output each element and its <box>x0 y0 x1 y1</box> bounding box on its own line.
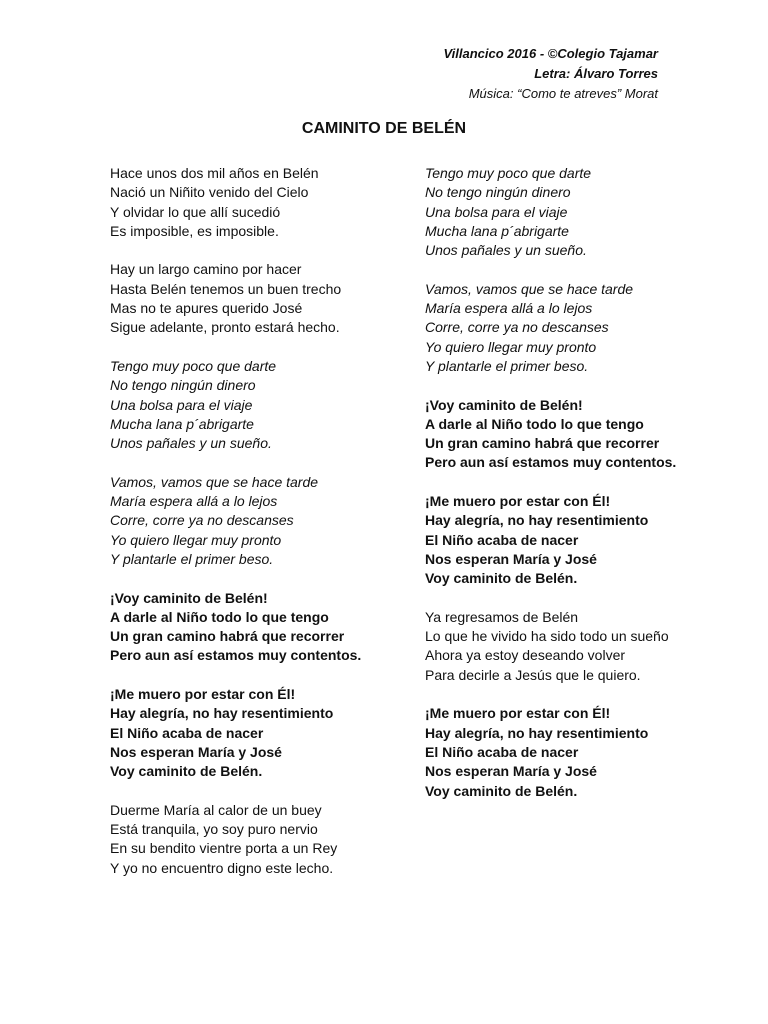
lyric-line: Mas no te apures querido José <box>110 300 303 317</box>
lyric-line: A darle al Niño todo lo que tengo <box>425 415 644 432</box>
stanza <box>110 473 410 569</box>
document-header <box>443 44 658 104</box>
lyric-line: Y plantarle el primer beso. <box>110 550 274 567</box>
lyric-line: Hay alegría, no hay resentimiento <box>425 724 649 741</box>
lyric-line: Corre, corre ya no descanses <box>110 512 294 529</box>
stanza <box>110 685 410 781</box>
lyric-line: Está tranquila, yo soy puro nervio <box>110 821 318 838</box>
lyric-line: Unos pañales y un sueño. <box>110 435 272 452</box>
lyric-line: Voy caminito de Belén. <box>425 570 578 587</box>
lyric-line: El Niño acaba de nacer <box>110 724 264 741</box>
lyric-line: Yo quiero llegar muy pronto <box>425 338 597 355</box>
lyric-line: Nos esperan María y José <box>110 743 282 760</box>
lyric-line: El Niño acaba de nacer <box>425 743 579 760</box>
stanza <box>110 260 410 337</box>
lyric-line: Tengo muy poco que darte <box>425 165 592 181</box>
header-music-credit: Música: “Como te atreves” Morat <box>468 86 658 101</box>
lyric-line: Hay alegría, no hay resentimiento <box>425 512 649 529</box>
lyric-line: ¡Me muero por estar con Él! <box>425 705 611 722</box>
lyric-line: Voy caminito de Belén. <box>110 763 263 780</box>
lyric-line: Lo que he vivido ha sido todo un sueño <box>425 628 669 645</box>
lyric-line: ¡Voy caminito de Belén! <box>110 589 268 606</box>
lyric-line: Nos esperan María y José <box>425 550 597 567</box>
lyric-line: Nació un Niñito venido del Cielo <box>110 184 309 201</box>
stanza <box>425 280 725 376</box>
stanza <box>425 492 725 588</box>
lyric-line: Mucha lana p´abrigarte <box>425 222 569 239</box>
lyric-line: Ya regresamos de Belén <box>425 608 579 625</box>
lyric-line: Tengo muy poco que darte <box>110 357 277 374</box>
lyric-line: Hace unos dos mil años en Belén <box>110 165 319 181</box>
stanza <box>110 801 410 878</box>
lyric-line: Vamos, vamos que se hace tarde <box>425 280 634 297</box>
lyric-line: Para decirle a Jesús que le quiero. <box>425 666 641 683</box>
lyric-line: Sigue adelante, pronto estará hecho. <box>110 319 340 336</box>
lyric-line: Es imposible, es imposible. <box>110 222 279 239</box>
lyric-line: Nos esperan María y José <box>425 763 597 780</box>
lyric-line: Una bolsa para el viaje <box>110 396 253 413</box>
lyric-line: María espera allá a lo lejos <box>110 493 278 510</box>
song-title: CAMINITO DE BELÉN <box>301 120 467 137</box>
lyric-line: Hay un largo camino por hacer <box>110 261 302 278</box>
lyric-line: Y yo no encuentro digno este lecho. <box>110 859 334 876</box>
lyric-line: Y olvidar lo que allí sucedió <box>110 203 281 220</box>
lyric-line: Vamos, vamos que se hace tarde <box>110 473 319 490</box>
stanza <box>110 589 410 666</box>
lyric-line: Mucha lana p´abrigarte <box>110 415 254 432</box>
lyric-line: Hay alegría, no hay resentimiento <box>110 705 334 722</box>
header-lyrics-credit: Letra: Álvaro Torres <box>534 66 658 81</box>
lyric-line: Un gran camino habrá que recorrer <box>110 628 345 645</box>
header-villancico: Villancico 2016 - ©Colegio Tajamar <box>443 46 658 61</box>
stanza <box>425 396 725 473</box>
lyric-line: Corre, corre ya no descanses <box>425 319 609 336</box>
lyric-line: Duerme María al calor de un buey <box>110 801 322 818</box>
lyric-line: En su bendito vientre porta a un Rey <box>110 840 338 857</box>
lyric-line: Una bolsa para el viaje <box>425 203 568 220</box>
lyric-line: ¡Me muero por estar con Él! <box>425 493 611 510</box>
lyric-line: Un gran camino habrá que recorrer <box>425 435 660 452</box>
lyric-line: Ahora ya estoy deseando volver <box>425 647 626 664</box>
stanza <box>425 704 725 800</box>
lyric-line: María espera allá a lo lejos <box>425 300 593 317</box>
lyric-line: No tengo ningún dinero <box>425 184 571 201</box>
lyric-line: ¡Voy caminito de Belén! <box>425 396 583 413</box>
lyric-line: Pero aun así estamos muy contentos. <box>425 454 677 471</box>
lyric-line: No tengo ningún dinero <box>110 377 256 394</box>
lyric-line: A darle al Niño todo lo que tengo <box>110 608 329 625</box>
stanza <box>425 608 725 685</box>
stanza <box>425 164 725 260</box>
lyric-line: Unos pañales y un sueño. <box>425 242 587 259</box>
lyric-line: Yo quiero llegar muy pronto <box>110 531 282 548</box>
lyric-line: Voy caminito de Belén. <box>425 782 578 799</box>
lyric-line: Pero aun así estamos muy contentos. <box>110 647 362 664</box>
lyrics-left-column <box>110 164 410 897</box>
lyric-line: Hasta Belén tenemos un buen trecho <box>110 280 342 297</box>
lyric-line: El Niño acaba de nacer <box>425 531 579 548</box>
lyrics-right-column <box>425 164 725 820</box>
lyric-line: Y plantarle el primer beso. <box>425 357 589 374</box>
lyric-line: ¡Me muero por estar con Él! <box>110 686 296 703</box>
stanza <box>110 164 410 241</box>
stanza <box>110 357 410 453</box>
